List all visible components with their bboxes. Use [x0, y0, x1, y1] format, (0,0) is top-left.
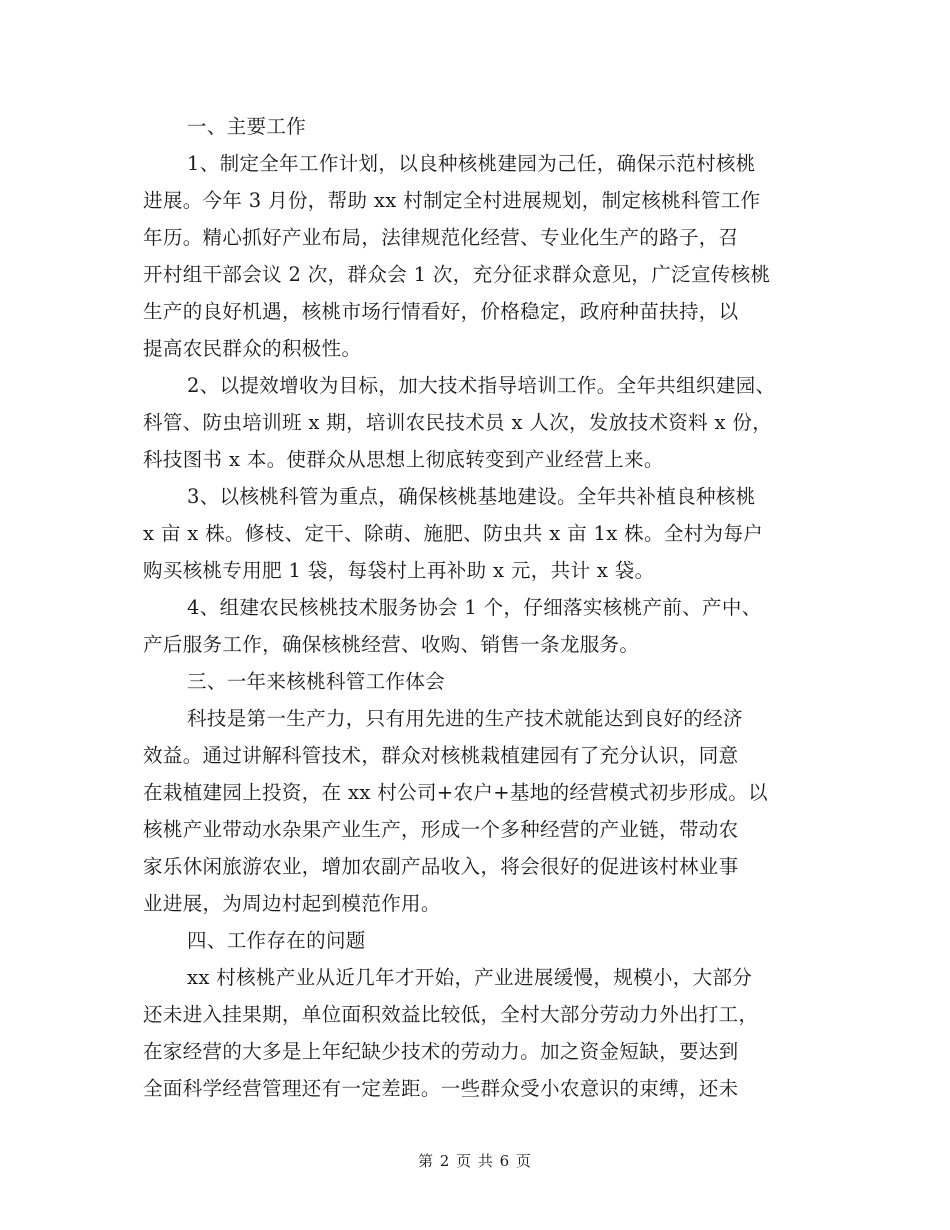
- paragraph-line: 全面科学经营管理还有一定差距。一些群众受小农意识的束缚，还未: [143, 1077, 739, 1100]
- paragraph-line: x 亩 x 株。修枝、定干、除萌、施肥、防虫共 x 亩 1x 株。全村为每户: [143, 522, 764, 545]
- paragraph-line: 科管、防虫培训班 x 期，培训农民技术员 x 人次，发放技术资料 x 份，: [143, 411, 773, 434]
- paragraph-line: 进展。今年 3 月份，帮助 xx 村制定全村进展规划，制定核桃科管工作: [143, 189, 761, 212]
- paragraph-line: 1、制定全年工作计划，以良种核桃建园为己任，确保示范村核桃: [187, 152, 756, 175]
- heading-problems: 四、工作存在的问题: [187, 929, 366, 952]
- paragraph-line: 2、以提效增收为目标，加大技术指导培训工作。全年共组织建园、: [187, 374, 776, 397]
- paragraph-line: 3、以核桃科管为重点，确保核桃基地建设。全年共补植良种核桃: [187, 485, 756, 508]
- paragraph-line: 家乐休闲旅游农业，增加农副产品收入，将会很好的促进该村林业事: [143, 855, 739, 878]
- paragraph-line: 在栽植建园上投资，在 xx 村公司+农户+基地的经营模式初步形成。以: [143, 781, 768, 804]
- heading-experience: 三、一年来核桃科管工作体会: [187, 670, 446, 693]
- paragraph-line: 业进展，为周边村起到模范作用。: [143, 892, 441, 915]
- page-number-footer: 第 2 页 共 6 页: [418, 1152, 532, 1170]
- paragraph-line: 效益。通过讲解科管技术，群众对核桃栽植建园有了充分认识，同意: [143, 744, 739, 767]
- paragraph-line: 产后服务工作，确保核桃经营、收购、销售一条龙服务。: [143, 633, 640, 656]
- paragraph-line: xx 村核桃产业从近几年才开始，产业进展缓慢，规模小，大部分: [187, 966, 753, 989]
- paragraph-line: 在家经营的大多是上年纪缺少技术的劳动力。加之资金短缺，要达到: [143, 1040, 739, 1063]
- paragraph-line: 年历。精心抓好产业布局，法律规范化经营、专业化生产的路子，召: [143, 226, 739, 249]
- paragraph-line: 还未进入挂果期，单位面积效益比较低，全村大部分劳动力外出打工，: [143, 1003, 759, 1026]
- paragraph-line: 科技是第一生产力，只有用先进的生产技术就能达到良好的经济: [187, 707, 743, 730]
- heading-main-work: 一、主要工作: [187, 115, 307, 138]
- paragraph-line: 生产的良好机遇，核桃市场行情看好，价格稳定，政府种苗扶持，以: [143, 300, 739, 323]
- paragraph-line: 科技图书 x 本。使群众从思想上彻底转变到产业经营上来。: [143, 448, 664, 471]
- paragraph-line: 购买核桃专用肥 1 袋，每袋村上再补助 x 元，共计 x 袋。: [143, 559, 655, 582]
- paragraph-line: 提高农民群众的积极性。: [143, 337, 362, 360]
- paragraph-line: 开村组干部会议 2 次，群众会 1 次，充分征求群众意见，广泛宣传核桃: [143, 263, 771, 286]
- paragraph-line: 核桃产业带动水杂果产业生产，形成一个多种经营的产业链，带动农: [143, 818, 739, 841]
- paragraph-line: 4、组建农民核桃技术服务协会 1 个，仔细落实核桃产前、产中、: [187, 596, 762, 619]
